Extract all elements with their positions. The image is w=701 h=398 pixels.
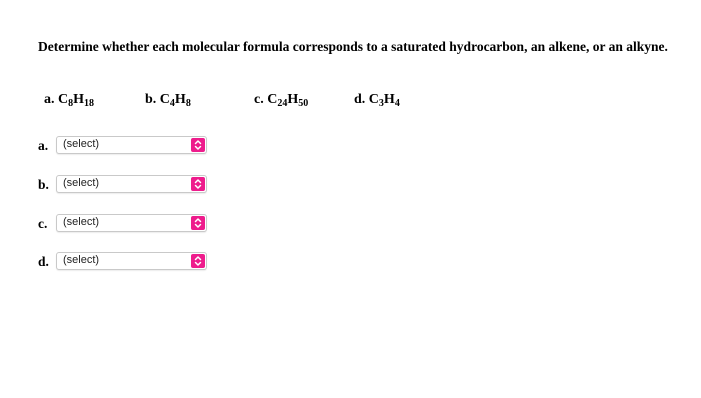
answer-label-b: b. (38, 177, 49, 192)
formula-list (44, 92, 644, 114)
formula-a: a. $C_8H_{18}$ (44, 92, 95, 109)
updown-chevron-icon[interactable] (191, 216, 205, 230)
select-value: (select) (63, 216, 100, 228)
answer-select-d[interactable] (56, 252, 207, 270)
select-value: (select) (63, 254, 100, 266)
updown-chevron-icon[interactable] (191, 177, 205, 191)
answer-select-b[interactable] (56, 175, 207, 193)
answer-label-a: a. (38, 138, 49, 153)
select-value: (select) (63, 138, 100, 150)
answer-label-d: d. (38, 254, 49, 269)
updown-chevron-icon[interactable] (191, 254, 205, 268)
answer-select-a[interactable] (56, 136, 207, 154)
answer-label-c: c. (38, 216, 48, 231)
select-value: (select) (63, 177, 100, 189)
formula-c: c. $C_{24}H_{50}$ (254, 92, 309, 109)
formula-d: d. $C_3H_4$ (354, 92, 400, 109)
formula-b: b. $C_4H_8$ (145, 92, 191, 109)
answer-select-c[interactable] (56, 214, 207, 232)
question-text: Determine whether each molecular formula corresponds to a saturated hydrocarbon, an alkene, or an alkyne. (38, 39, 668, 54)
updown-chevron-icon[interactable] (191, 138, 205, 152)
